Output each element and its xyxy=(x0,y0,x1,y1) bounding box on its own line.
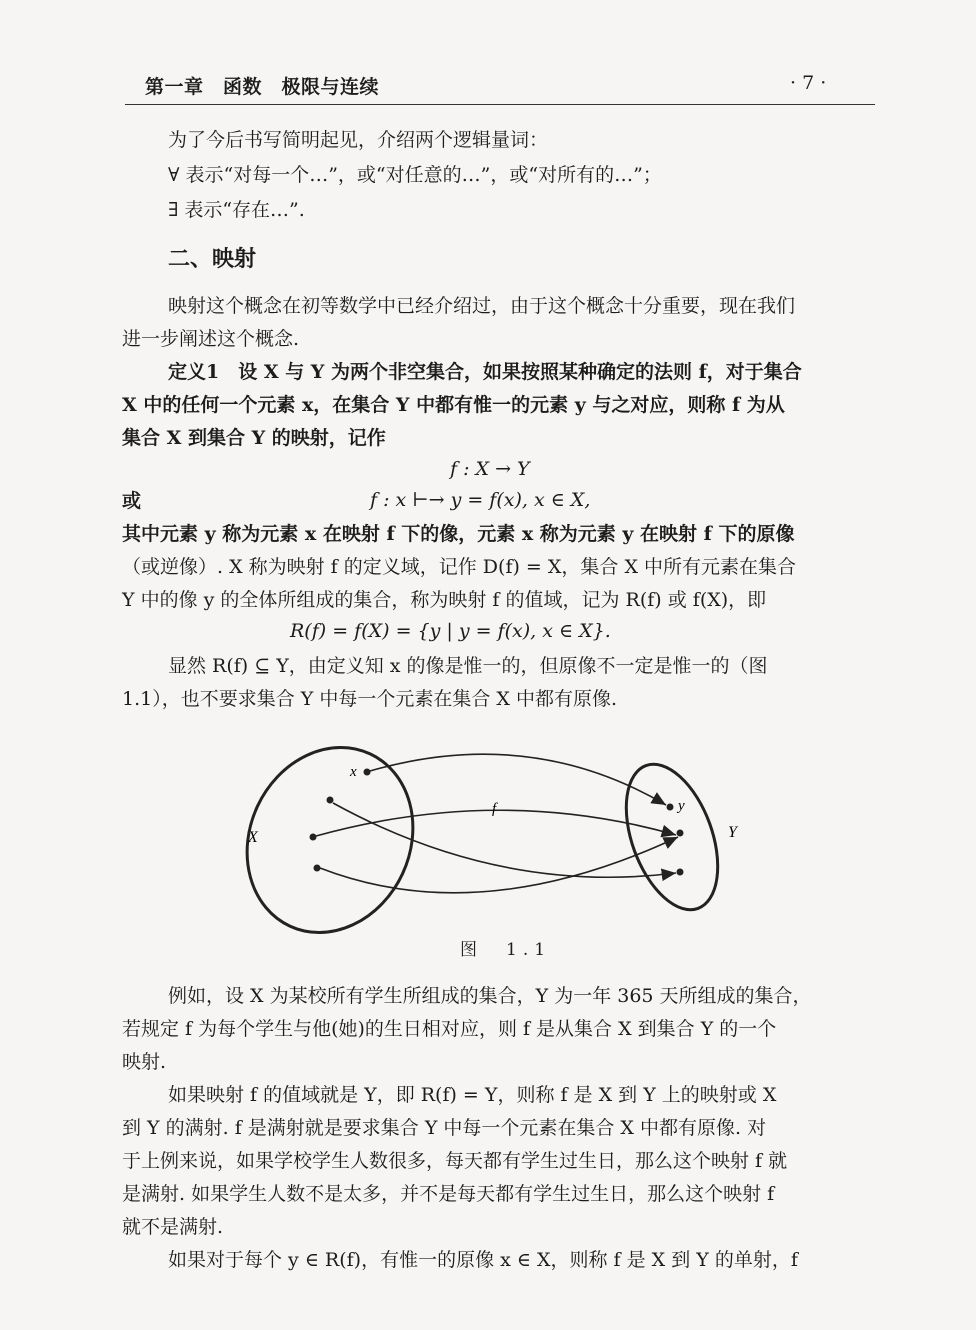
point-x4 xyxy=(314,865,321,872)
paragraph-line: 为了今后书写简明起见，介绍两个逻辑量词： xyxy=(168,129,549,151)
paragraph-line: 进一步阐述这个概念. xyxy=(122,328,300,350)
paragraph-line: 1.1），也不要求集合 Y 中每一个元素在集合 X 中都有原像. xyxy=(122,688,617,710)
label-f: f xyxy=(492,801,497,817)
set-y-ellipse xyxy=(608,752,735,922)
paragraph-line: 就不是满射. xyxy=(122,1216,224,1238)
paragraph-line: 其中元素 y 称为元素 x 在映射 f 下的像，元素 x 称为元素 y 在映射 f 下的原像 xyxy=(122,523,795,545)
paragraph-line: 是满射. 如果学生人数不是太多，并不是每天都有学生过生日，那么这个映射 f xyxy=(122,1183,775,1205)
section-title: 二、映射 xyxy=(168,246,257,272)
label-set-x: X xyxy=(248,829,258,846)
arrow xyxy=(370,754,666,805)
label-y-small: y xyxy=(678,798,685,814)
figure-caption: 图 1.1 xyxy=(460,940,552,960)
paragraph-line: ∃ 表示“存在…”. xyxy=(168,199,305,221)
definition-line: X 中的任何一个元素 x，在集合 Y 中都有惟一的元素 y 与之对应，则称 f 为从 xyxy=(122,394,785,416)
point-x xyxy=(364,769,371,776)
paragraph-line: 映射. xyxy=(122,1051,167,1073)
definition-line: 集合 X 到集合 Y 的映射，记作 xyxy=(122,427,386,449)
definition-line: 定义1 设 X 与 Y 为两个非空集合，如果按照某种确定的法则 f，对于集合 xyxy=(168,361,802,383)
arrow xyxy=(320,837,678,893)
paragraph-line: ∀ 表示“对每一个…”，或“对任意的…”，或“对所有的…”； xyxy=(168,164,662,186)
paragraph-line: 若规定 f 为每个学生与他(她)的生日相对应，则 f 是从集合 X 到集合 Y 的一个 xyxy=(122,1018,777,1040)
point-y xyxy=(667,804,674,811)
paragraph-line: 于上例来说，如果学校学生人数很多，每天都有学生过生日，那么这个映射 f 就 xyxy=(122,1150,788,1172)
paragraph-line: 如果映射 f 的值域就是 Y，即 R(f) = Y，则称 f 是 X 到 Y 上的映射或 X xyxy=(168,1084,777,1106)
or-label: 或 xyxy=(122,490,142,512)
point-y2 xyxy=(677,830,684,837)
paragraph-line: 映射这个概念在初等数学中已经介绍过，由于这个概念十分重要，现在我们 xyxy=(168,295,796,317)
paragraph-line: （或逆像）. X 称为映射 f 的定义域，记作 D(f) = X，集合 X 中所有元素在集合 xyxy=(122,556,797,578)
paragraph-line: Y 中的像 y 的全体所组成的集合，称为映射 f 的值域，记为 R(f) 或 f(X)，即 xyxy=(122,589,767,611)
paragraph-line: 到 Y 的满射. f 是满射就是要求集合 Y 中每一个元素在集合 X 中都有原像. 对 xyxy=(122,1117,767,1139)
paragraph-line: 如果对于每个 y ∈ R(f)，有惟一的原像 x ∈ X，则称 f 是 X 到 Y 的单射，f xyxy=(168,1249,798,1271)
formula-element-mapping: f : x ⊢→ y = f(x), x ∈ X, xyxy=(370,489,591,511)
chapter-header: 第一章 函数 极限与连续 xyxy=(145,76,380,98)
paragraph-line: 例如，设 X 为某校所有学生所组成的集合，Y 为一年 365 天所组成的集合， xyxy=(168,985,812,1007)
arrow xyxy=(333,803,676,877)
label-x-small: x xyxy=(350,764,357,780)
point-x3 xyxy=(310,834,317,841)
point-x2 xyxy=(327,797,334,804)
formula-range: R(f) = f(X) = {y | y = f(x), x ∈ X}. xyxy=(290,620,611,642)
label-set-y: Y xyxy=(728,824,737,841)
header-rule xyxy=(125,104,875,105)
point-y3 xyxy=(677,869,684,876)
paragraph-line: 显然 R(f) ⊆ Y，由定义知 x 的像是惟一的，但原像不一定是惟一的（图 xyxy=(168,655,768,677)
mapping-diagram xyxy=(230,745,750,935)
formula-mapping: f : X → Y xyxy=(450,458,530,480)
page-number: · 7 · xyxy=(790,72,827,94)
